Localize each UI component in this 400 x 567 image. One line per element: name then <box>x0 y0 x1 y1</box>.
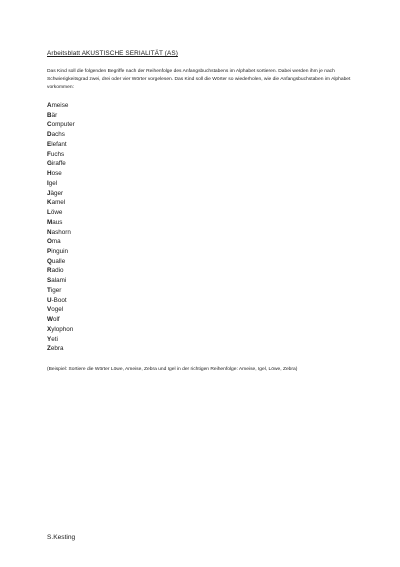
word-list-item <box>47 296 75 306</box>
word-remainder: iraffe <box>51 160 66 168</box>
word-remainder: amel <box>51 199 66 207</box>
word-remainder: olf <box>52 316 60 324</box>
word-remainder: iger <box>50 286 62 294</box>
word-list-item <box>47 257 75 267</box>
word-list-item <box>47 228 75 238</box>
word-remainder: ylophon <box>51 325 74 333</box>
word-list-item <box>47 218 75 228</box>
word-initial-letter: Y <box>47 335 52 343</box>
word-remainder: äger <box>50 189 64 197</box>
instructions-paragraph: Das Kind soll die folgenden Begriffe nach der Reihenfolge des Anfangsbuchstabens im Alphabet sortieren. Dabei werden ihm je nach Schwierigkeitsgrad zwei, drei oder vier Wörter vorgelesen. Das Kind soll die Wörter so wiederholen, wie die Anfangsbuchstaben im Alphabet vorkommen: <box>47 69 351 90</box>
word-list-item <box>47 101 75 111</box>
word-list <box>47 101 75 354</box>
word-remainder: inguin <box>51 248 69 256</box>
word-initial-letter: Z <box>47 345 51 353</box>
word-initial-letter: T <box>47 286 51 294</box>
word-initial-letter: H <box>47 170 52 178</box>
word-remainder: ose <box>51 170 62 178</box>
word-initial-letter: V <box>47 306 52 314</box>
word-remainder: ebra <box>50 345 64 353</box>
word-list-item <box>47 189 75 199</box>
word-list-item <box>47 208 75 218</box>
word-list-item <box>47 111 75 121</box>
word-initial-letter: K <box>47 199 52 207</box>
word-initial-letter: M <box>47 218 53 226</box>
word-remainder: öwe <box>50 209 63 217</box>
word-list-item <box>47 325 75 335</box>
word-list-item <box>47 150 75 160</box>
word-remainder: ma <box>51 238 61 246</box>
word-list-item <box>47 305 75 315</box>
word-initial-letter: G <box>47 160 52 168</box>
word-list-item <box>47 247 75 257</box>
word-remainder: achs <box>51 131 65 139</box>
word-list-item <box>47 315 75 325</box>
word-remainder: eti <box>51 335 58 343</box>
word-initial-letter: I <box>47 179 49 187</box>
word-remainder: ualle <box>51 257 66 265</box>
word-list-item <box>47 169 75 179</box>
word-remainder: meise <box>51 102 69 109</box>
word-initial-letter: A <box>47 102 52 109</box>
word-initial-letter: F <box>47 150 51 158</box>
word-list-item <box>47 140 75 150</box>
word-initial-letter: P <box>47 248 52 256</box>
word-initial-letter: O <box>47 238 52 246</box>
word-remainder: omputer <box>51 121 75 129</box>
word-list-item <box>47 198 75 208</box>
word-initial-letter: L <box>47 209 51 217</box>
word-list-item <box>47 286 75 296</box>
word-initial-letter: E <box>47 140 52 148</box>
word-list-item <box>47 120 75 130</box>
word-initial-letter: W <box>47 316 53 324</box>
word-remainder: uchs <box>50 150 65 158</box>
word-remainder: ogel <box>51 306 64 314</box>
word-list-item <box>47 179 75 189</box>
word-list-item <box>47 344 75 354</box>
word-list-item <box>47 130 75 140</box>
word-remainder: lefant <box>51 140 67 148</box>
word-initial-letter: Q <box>47 257 52 265</box>
word-initial-letter: X <box>47 325 52 333</box>
word-remainder: adio <box>51 267 64 275</box>
word-list-item <box>47 276 75 286</box>
word-remainder: ashorn <box>51 228 71 236</box>
word-initial-letter: R <box>47 267 52 275</box>
author-signature: S.Kesting <box>47 534 76 541</box>
worksheet-title: Arbeitsblatt AKUSTISCHE SERIALITÄT (AS) <box>47 50 178 57</box>
word-remainder: aus <box>52 218 63 226</box>
word-initial-letter: D <box>47 131 52 139</box>
word-remainder: alami <box>51 277 67 285</box>
word-initial-letter: N <box>47 228 52 236</box>
word-list-item <box>47 237 75 247</box>
word-initial-letter: C <box>47 121 52 129</box>
word-list-item <box>47 335 75 345</box>
example-paragraph: (Beispiel: Sortiere die Wörter Löwe, Ameise, Zebra und Igel in der richtigen Reihenfolge: Ameise, Igel, Löwe, Zebra) <box>47 367 298 372</box>
word-remainder: är <box>51 111 58 119</box>
word-list-item <box>47 266 75 276</box>
word-remainder: -Boot <box>51 296 67 304</box>
word-initial-letter: S <box>47 277 52 285</box>
word-remainder: gel <box>48 179 58 187</box>
word-initial-letter: B <box>47 111 52 119</box>
word-initial-letter: J <box>47 189 51 197</box>
word-initial-letter: U <box>47 296 52 304</box>
word-list-item <box>47 159 75 169</box>
